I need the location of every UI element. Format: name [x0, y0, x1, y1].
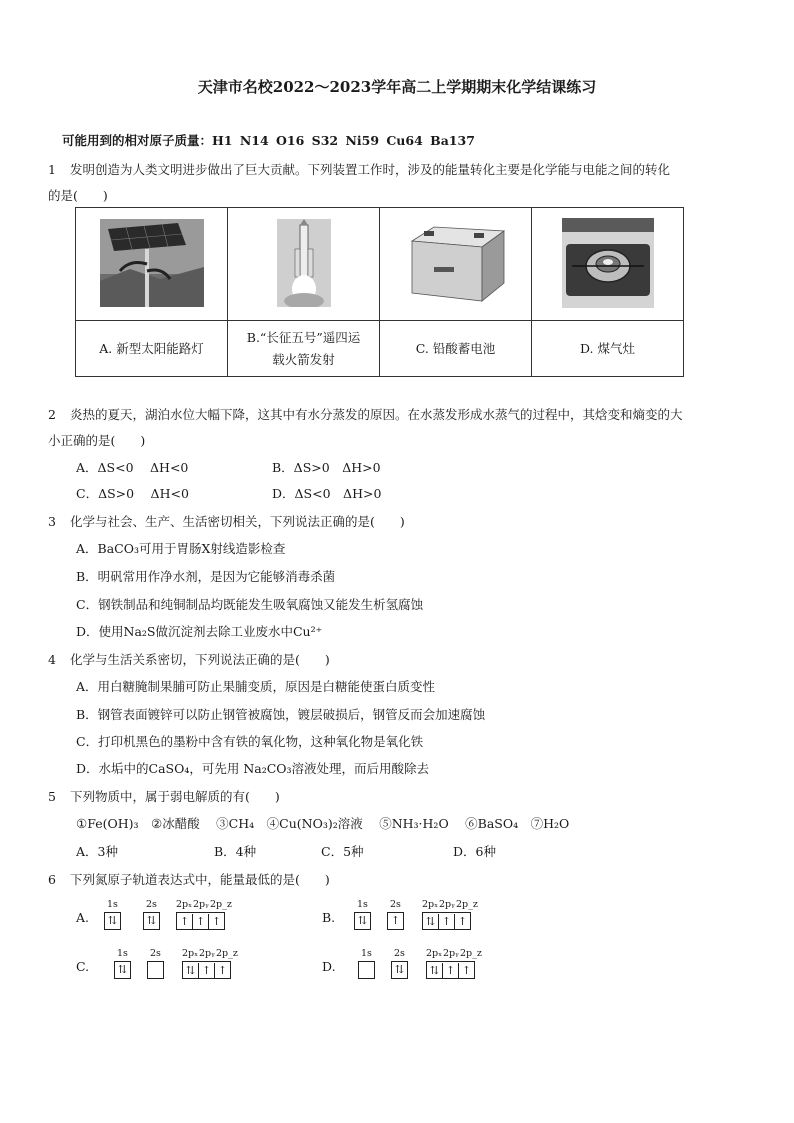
q6-option-a-label: A. — [76, 910, 90, 925]
q6-option-b-label: B. — [322, 910, 336, 925]
p-orbital-boxes — [422, 912, 471, 930]
p-orbital-boxes — [182, 961, 231, 979]
orbital-label-2pz: 2p_z — [455, 899, 478, 910]
q3-option-a: A．BaCO₃可用于胃肠X射线造影检查 — [76, 541, 286, 556]
q2-option-b: B．ΔS>0 ΔH>0 — [272, 460, 381, 475]
question-number: 6 — [48, 872, 56, 887]
q3-option-b: B．明矾常用作净水剂，是因为它能够消毒杀菌 — [76, 569, 336, 584]
question-stem: 下列氮原子轨道表达式中，能量最低的是( ) — [70, 872, 330, 887]
q4-option-b: B．钢管表面镀锌可以防止钢管被腐蚀，镀层破损后，钢管反而会加速腐蚀 — [76, 707, 486, 722]
option-b-caption-line1: B.“长征五号”遥四运 — [246, 329, 361, 345]
orbital-label-2py: 2pᵧ — [198, 948, 215, 959]
orbital-box: ⇅ — [427, 963, 443, 979]
orbital-label-1s: 1s — [107, 899, 118, 910]
orbital-box: ↑ — [193, 914, 209, 930]
q2-option-d: D．ΔS<0 ΔH>0 — [272, 486, 382, 501]
q6-option-c-label: C. — [76, 959, 90, 974]
orbital-box-empty — [358, 961, 375, 979]
orbital-label-2pz: 2p_z — [209, 899, 232, 910]
orbital-box: ⇅ — [114, 961, 131, 979]
q4-option-c: C．打印机黑色的墨粉中含有铁的氧化物，这种氧化物是氧化铁 — [76, 734, 424, 749]
orbital-box: ⇅ — [391, 961, 408, 979]
rocket-launch-image — [228, 208, 380, 321]
question-6-text — [48, 870, 330, 888]
orbital-box: ⇅ — [104, 912, 121, 930]
orbital-label-2py: 2pᵧ — [438, 899, 455, 910]
question-1-text-cont: 的是( ) — [48, 188, 108, 203]
orbital-label-2pz: 2p_z — [215, 948, 238, 959]
orbital-label-2px: 2pₓ — [175, 899, 193, 910]
orbital-label-1s: 1s — [357, 899, 368, 910]
option-a-caption: A. 新型太阳能路灯 — [76, 321, 228, 377]
orbital-box-empty — [147, 961, 164, 979]
q6-option-d-label: D. — [322, 959, 336, 974]
question-number: 3 — [48, 514, 56, 529]
lead-acid-battery-image — [380, 208, 532, 321]
orbital-box: ⇅ — [143, 912, 160, 930]
question-stem: 化学与社会、生产、生活密切相关，下列说法正确的是( ) — [70, 514, 405, 529]
orbital-box: ↑ — [461, 964, 472, 977]
orbital-box: ↑ — [457, 915, 468, 928]
orbital-box: ⇅ — [423, 914, 439, 930]
q5-option-d: D．6种 — [453, 844, 496, 859]
orbital-label-2py: 2pᵧ — [192, 899, 209, 910]
orbital-label-2s: 2s — [389, 899, 401, 910]
q4-option-d: D．水垢中的CaSO₄，可先用 Na₂CO₃溶液处理，而后用酸除去 — [76, 761, 430, 776]
q6-option-c-diagram — [114, 948, 238, 979]
question-number: 4 — [48, 652, 56, 667]
orbital-label-2s: 2s — [149, 948, 161, 959]
orbital-box: ↑ — [387, 912, 404, 930]
option-d-caption: D. 煤气灶 — [532, 321, 684, 377]
question-5-text — [48, 787, 280, 805]
question-2-text — [48, 405, 683, 423]
question-2-text-cont: 小正确的是( ) — [48, 433, 146, 448]
q6-option-d-diagram — [358, 948, 482, 979]
q5-option-a: A．3种 — [76, 844, 118, 859]
question-number: 1 — [48, 162, 56, 177]
q6-option-b-diagram — [354, 899, 478, 930]
orbital-box: ↑ — [439, 914, 455, 930]
question-stem: 炎热的夏天，湖泊水位大幅下降，这其中有水分蒸发的原因。在水蒸发形成水蒸气的过程中，其焓变和熵变的大 — [70, 407, 683, 422]
orbital-label-2s: 2s — [393, 948, 405, 959]
orbital-box: ↑ — [211, 915, 222, 928]
question-1-text — [48, 160, 670, 178]
orbital-box: ↑ — [199, 963, 215, 979]
q5-substance-list: ①Fe(OH)₃ ②冰醋酸 ③CH₄ ④Cu(NO₃)₂溶液 ⑤NH₃·H₂O ⑥BaSO₄ ⑦H₂O — [76, 816, 570, 831]
q5-option-b: B．4种 — [214, 844, 257, 859]
p-orbital-boxes — [176, 912, 225, 930]
gas-stove-image — [532, 208, 684, 321]
q3-option-c: C．钢铁制品和纯铜制品均既能发生吸氧腐蚀又能发生析氢腐蚀 — [76, 597, 424, 612]
question-stem: 发明创造为人类文明进步做出了巨大贡献。下列装置工作时，涉及的能量转化主要是化学能与电能之间的转化 — [70, 162, 671, 177]
option-c-caption: C. 铅酸蓄电池 — [380, 321, 532, 377]
question-number: 2 — [48, 407, 56, 422]
q2-option-c: C．ΔS>0 ΔH<0 — [76, 486, 189, 501]
p-orbital-boxes — [426, 961, 475, 979]
question-stem: 化学与生活关系密切，下列说法正确的是( ) — [70, 652, 330, 667]
q2-option-a: A．ΔS<0 ΔH<0 — [76, 460, 189, 475]
orbital-label-2px: 2pₓ — [421, 899, 439, 910]
option-b-caption-line2: 载火箭发射 — [272, 351, 335, 367]
orbital-label-2pz: 2p_z — [459, 948, 482, 959]
question-3-text — [48, 512, 405, 530]
orbital-box: ↑ — [217, 964, 228, 977]
orbital-label-1s: 1s — [117, 948, 128, 959]
question-number: 5 — [48, 789, 56, 804]
solar-lamp-image — [76, 208, 228, 321]
orbital-label-2px: 2pₓ — [425, 948, 443, 959]
orbital-label-1s: 1s — [361, 948, 372, 959]
orbital-box: ⇅ — [354, 912, 371, 930]
q4-option-a: A．用白糖腌制果脯可防止果脯变质，原因是白糖能使蛋白质变性 — [76, 679, 436, 694]
orbital-box: ⇅ — [183, 963, 199, 979]
page-title: 天津市名校2022～2023学年高二上学期期末化学结课练习 — [197, 78, 597, 96]
option-b-caption — [228, 321, 380, 377]
question-stem: 下列物质中，属于弱电解质的有( ) — [70, 789, 280, 804]
relative-atomic-masses: 可能用到的相对原子质量：H1 N14 O16 S32 Ni59 Cu64 Ba137 — [62, 133, 475, 148]
orbital-box: ↑ — [177, 914, 193, 930]
orbital-label-2py: 2pᵧ — [442, 948, 459, 959]
question-4-text — [48, 650, 330, 668]
q3-option-d: D．使用Na₂S做沉淀剂去除工业废水中Cu²⁺ — [76, 624, 323, 639]
question-1-table — [75, 207, 684, 377]
orbital-box: ↑ — [443, 963, 459, 979]
orbital-label-2px: 2pₓ — [181, 948, 199, 959]
q6-option-a-diagram — [104, 899, 232, 930]
orbital-label-2s: 2s — [145, 899, 157, 910]
q5-option-c: C．5种 — [321, 844, 364, 859]
